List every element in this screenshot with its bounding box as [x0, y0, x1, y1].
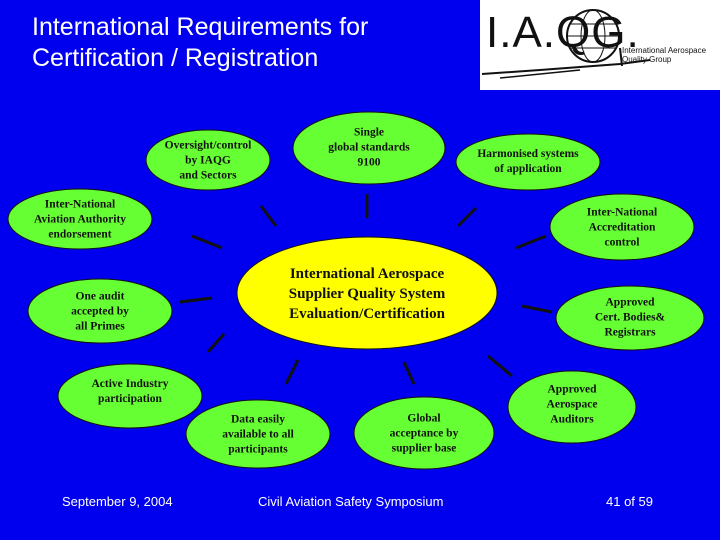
node-label-line: acceptance by: [389, 427, 459, 440]
node-authority: [34, 198, 126, 243]
node-label-line: Cert. Bodies&: [594, 311, 666, 324]
node-label-line: and Sectors: [179, 169, 237, 182]
node-data-easily: [222, 413, 294, 458]
node-one-audit: [71, 290, 129, 335]
node-label-line: Inter-National: [44, 198, 116, 211]
node-label-line: Global: [407, 412, 441, 425]
node-single-standards: [328, 126, 409, 171]
connector-line: [458, 208, 476, 226]
connector-line: [286, 360, 298, 384]
node-label-line: Inter-National: [586, 206, 658, 219]
footer-event: Civil Aviation Safety Symposium: [258, 494, 444, 509]
logo-sub-line-1: International Aerospace: [622, 46, 707, 55]
connector-line: [488, 356, 512, 376]
node-label-line: endorsement: [48, 228, 112, 241]
footer-date: September 9, 2004: [62, 494, 173, 509]
node-global-acceptance: [390, 412, 459, 457]
node-label-line: global standards: [328, 141, 410, 154]
logo-brand: I.A.QG.: [486, 8, 640, 57]
connector-line: [516, 236, 546, 248]
node-label-line: Aerospace: [546, 398, 598, 411]
connector-line: [192, 236, 222, 248]
connector-line: [180, 298, 212, 302]
node-label-line: Single: [353, 126, 385, 139]
node-label-line: supplier base: [391, 442, 457, 455]
node-label-line: Approved: [547, 383, 597, 396]
node-label-line: Oversight/control: [164, 139, 252, 152]
node-label-line: Accreditation: [588, 221, 656, 234]
node-label-line: control: [604, 236, 640, 249]
node-label-line: Harmonised systems: [477, 148, 579, 160]
node-label-line: all Primes: [75, 320, 125, 333]
logo-sub-line-2: Quality Group: [622, 55, 672, 64]
node-label-line: by IAQG: [185, 154, 231, 167]
node-aerospace-auditors: [547, 383, 598, 428]
node-accreditation: [587, 206, 657, 251]
title-line-2: Certification / Registration: [32, 44, 319, 72]
node-label-line: accepted by: [71, 305, 129, 318]
node-harmonised: [477, 147, 578, 177]
node-label-line: participants: [228, 443, 288, 456]
center-label-line: Supplier Quality System: [288, 286, 446, 302]
connector-line: [522, 306, 552, 312]
connector-line: [208, 334, 224, 352]
center-label: [289, 264, 445, 324]
node-oversight: [165, 139, 252, 184]
node-label-line: Approved: [605, 296, 655, 309]
footer-page-number: 41 of 59: [606, 494, 653, 509]
node-label-line: One audit: [75, 290, 125, 303]
center-label-line: Evaluation/Certification: [289, 306, 445, 322]
node-label-line: Data easily: [231, 413, 285, 426]
node-label-line: Registrars: [604, 326, 656, 339]
center-label-line: International Aerospace: [289, 266, 445, 282]
node-label-line: Aviation Authority: [33, 213, 127, 226]
node-label-line: participation: [98, 393, 162, 405]
node-label-line: Auditors: [550, 413, 594, 426]
node-label-line: of application: [494, 163, 562, 175]
node-label-line: Active Industry: [91, 378, 169, 390]
node-cert-bodies: [595, 296, 665, 341]
connector-line: [404, 362, 414, 384]
node-label-line: 9100: [357, 156, 381, 169]
node-label-line: available to all: [222, 428, 294, 441]
connector-line: [261, 206, 276, 226]
node-active-industry: [92, 377, 169, 407]
title-line-1: International Requirements for: [32, 13, 369, 41]
